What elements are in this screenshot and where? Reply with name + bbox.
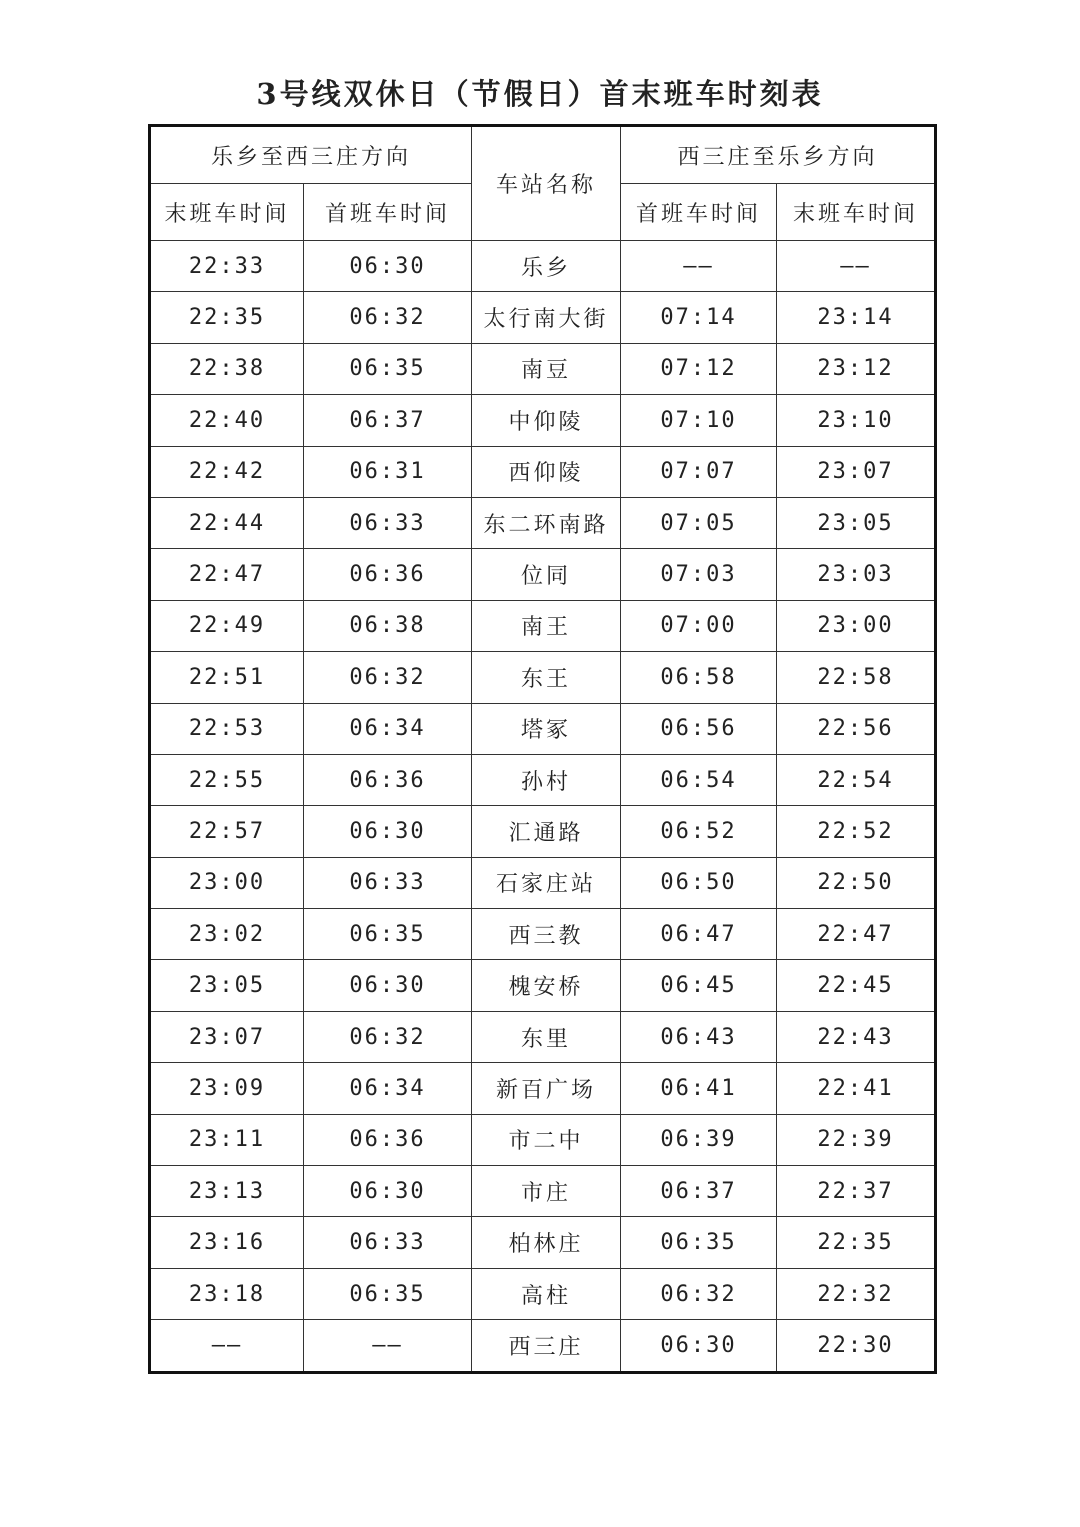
cell-a-last-train: 22:55 (150, 754, 304, 805)
cell-a-last-train: 22:44 (150, 497, 304, 548)
table-row (150, 343, 936, 394)
table-row (150, 1011, 936, 1062)
cell-b-last-train: 22:47 (777, 909, 936, 960)
cell-a-first-train: 06:34 (304, 703, 472, 754)
cell-station-name: 新百广场 (472, 1063, 621, 1114)
cell-station-name: 南豆 (472, 343, 621, 394)
cell-station-name: 孙村 (472, 754, 621, 805)
table-row (150, 446, 936, 497)
cell-a-first-train: 06:33 (304, 1217, 472, 1268)
table-row (150, 806, 936, 857)
cell-a-last-train: 22:33 (150, 241, 304, 292)
cell-b-first-train: 07:05 (621, 497, 777, 548)
header-a-last-train: 末班车时间 (150, 184, 304, 241)
table-row (150, 703, 936, 754)
cell-b-first-train: 06:56 (621, 703, 777, 754)
cell-b-first-train: 06:58 (621, 652, 777, 703)
cell-b-last-train: 23:10 (777, 395, 936, 446)
cell-a-last-train: 22:57 (150, 806, 304, 857)
cell-a-first-train: 06:36 (304, 1114, 472, 1165)
header-a-first-train: 首班车时间 (304, 184, 472, 241)
cell-a-first-train: 06:33 (304, 857, 472, 908)
cell-a-first-train: 06:32 (304, 292, 472, 343)
header-direction-lexiang-to-xisanzhuang: 乐乡至西三庄方向 (150, 126, 472, 184)
cell-a-first-train: 06:30 (304, 1166, 472, 1217)
cell-station-name: 东二环南路 (472, 497, 621, 548)
cell-station-name: 乐乡 (472, 241, 621, 292)
table-row (150, 1268, 936, 1319)
table-row (150, 1166, 936, 1217)
header-b-first-train: 首班车时间 (621, 184, 777, 241)
table-row (150, 652, 936, 703)
cell-b-last-train: 22:50 (777, 857, 936, 908)
table-row (150, 857, 936, 908)
cell-station-name: 汇通路 (472, 806, 621, 857)
cell-a-first-train: 06:36 (304, 754, 472, 805)
cell-b-first-train: 06:41 (621, 1063, 777, 1114)
cell-station-name: 市二中 (472, 1114, 621, 1165)
table-row (150, 754, 936, 805)
table-row (150, 600, 936, 651)
cell-b-last-train: 22:58 (777, 652, 936, 703)
cell-b-first-train: 06:52 (621, 806, 777, 857)
cell-station-name: 西仰陵 (472, 446, 621, 497)
cell-a-last-train: 22:53 (150, 703, 304, 754)
cell-station-name: 石家庄站 (472, 857, 621, 908)
cell-b-first-train: 06:39 (621, 1114, 777, 1165)
cell-b-last-train: 22:30 (777, 1320, 936, 1372)
cell-b-last-train: 22:52 (777, 806, 936, 857)
page-title: 3号线双休日（节假日）首末班车时刻表 (256, 77, 824, 111)
cell-a-last-train: 23:16 (150, 1217, 304, 1268)
header-row-direction (150, 126, 936, 184)
table-row (150, 1114, 936, 1165)
header-b-last-train: 末班车时间 (777, 184, 936, 241)
cell-a-last-train: 23:07 (150, 1011, 304, 1062)
cell-a-last-train: 22:38 (150, 343, 304, 394)
cell-a-first-train: 06:37 (304, 395, 472, 446)
table-row (150, 395, 936, 446)
cell-a-first-train: 06:34 (304, 1063, 472, 1114)
cell-b-last-train: 22:43 (777, 1011, 936, 1062)
table-row (150, 497, 936, 548)
cell-station-name: 高柱 (472, 1268, 621, 1319)
cell-b-last-train: 22:45 (777, 960, 936, 1011)
cell-b-first-train: 07:03 (621, 549, 777, 600)
cell-a-last-train: 23:02 (150, 909, 304, 960)
cell-station-name: 西三教 (472, 909, 621, 960)
cell-station-name: 位同 (472, 549, 621, 600)
cell-b-first-train: 06:50 (621, 857, 777, 908)
table-row (150, 1063, 936, 1114)
cell-b-first-train: 07:14 (621, 292, 777, 343)
cell-a-first-train: 06:35 (304, 343, 472, 394)
cell-a-first-train: 06:33 (304, 497, 472, 548)
cell-b-last-train: 22:54 (777, 754, 936, 805)
cell-b-first-train: 06:30 (621, 1320, 777, 1372)
cell-a-last-train: 23:13 (150, 1166, 304, 1217)
cell-b-first-train: 06:32 (621, 1268, 777, 1319)
cell-b-last-train: 22:32 (777, 1268, 936, 1319)
cell-station-name: 东里 (472, 1011, 621, 1062)
cell-a-last-train: 23:05 (150, 960, 304, 1011)
cell-a-last-train: 22:51 (150, 652, 304, 703)
cell-b-last-train: 22:37 (777, 1166, 936, 1217)
cell-b-last-train: 22:35 (777, 1217, 936, 1268)
cell-b-first-train: 06:43 (621, 1011, 777, 1062)
cell-station-name: 中仰陵 (472, 395, 621, 446)
cell-a-last-train: —— (150, 1320, 304, 1372)
cell-b-first-train: 06:37 (621, 1166, 777, 1217)
cell-station-name: 槐安桥 (472, 960, 621, 1011)
cell-b-last-train: 23:05 (777, 497, 936, 548)
cell-a-first-train: 06:35 (304, 1268, 472, 1319)
cell-a-last-train: 22:35 (150, 292, 304, 343)
cell-a-last-train: 23:00 (150, 857, 304, 908)
header-station-name: 车站名称 (472, 126, 621, 241)
cell-b-last-train: 23:00 (777, 600, 936, 651)
cell-b-first-train: 07:00 (621, 600, 777, 651)
cell-station-name: 西三庄 (472, 1320, 621, 1372)
cell-b-last-train: —— (777, 241, 936, 292)
cell-a-last-train: 22:47 (150, 549, 304, 600)
cell-b-last-train: 23:12 (777, 343, 936, 394)
cell-b-first-train: 07:07 (621, 446, 777, 497)
table-row (150, 960, 936, 1011)
cell-b-first-train: 07:12 (621, 343, 777, 394)
cell-station-name: 东王 (472, 652, 621, 703)
cell-a-last-train: 23:09 (150, 1063, 304, 1114)
cell-b-first-train: 06:47 (621, 909, 777, 960)
table-row (150, 909, 936, 960)
cell-station-name: 南王 (472, 600, 621, 651)
cell-a-last-train: 22:40 (150, 395, 304, 446)
cell-a-first-train: 06:32 (304, 652, 472, 703)
table-row (150, 1217, 936, 1268)
cell-b-last-train: 23:07 (777, 446, 936, 497)
cell-a-last-train: 22:42 (150, 446, 304, 497)
cell-a-first-train: 06:35 (304, 909, 472, 960)
cell-a-first-train: —— (304, 1320, 472, 1372)
cell-a-last-train: 22:49 (150, 600, 304, 651)
cell-a-first-train: 06:36 (304, 549, 472, 600)
cell-a-last-train: 23:11 (150, 1114, 304, 1165)
cell-station-name: 太行南大街 (472, 292, 621, 343)
cell-a-first-train: 06:31 (304, 446, 472, 497)
cell-b-first-train: 06:35 (621, 1217, 777, 1268)
cell-a-last-train: 23:18 (150, 1268, 304, 1319)
cell-b-last-train: 22:39 (777, 1114, 936, 1165)
cell-b-last-train: 23:03 (777, 549, 936, 600)
table-row (150, 549, 936, 600)
cell-a-first-train: 06:32 (304, 1011, 472, 1062)
cell-b-last-train: 23:14 (777, 292, 936, 343)
cell-b-first-train: —— (621, 241, 777, 292)
cell-a-first-train: 06:30 (304, 241, 472, 292)
header-direction-xisanzhuang-to-lexiang: 西三庄至乐乡方向 (621, 126, 936, 184)
timetable-body (150, 241, 936, 1373)
cell-a-first-train: 06:38 (304, 600, 472, 651)
cell-a-first-train: 06:30 (304, 960, 472, 1011)
cell-b-first-train: 07:10 (621, 395, 777, 446)
cell-b-last-train: 22:56 (777, 703, 936, 754)
table-row (150, 1320, 936, 1372)
cell-station-name: 塔冢 (472, 703, 621, 754)
table-row (150, 292, 936, 343)
cell-station-name: 柏林庄 (472, 1217, 621, 1268)
cell-b-first-train: 06:54 (621, 754, 777, 805)
table-row (150, 241, 936, 292)
cell-b-last-train: 22:41 (777, 1063, 936, 1114)
cell-station-name: 市庄 (472, 1166, 621, 1217)
cell-b-first-train: 06:45 (621, 960, 777, 1011)
cell-a-first-train: 06:30 (304, 806, 472, 857)
timetable (148, 124, 937, 1374)
